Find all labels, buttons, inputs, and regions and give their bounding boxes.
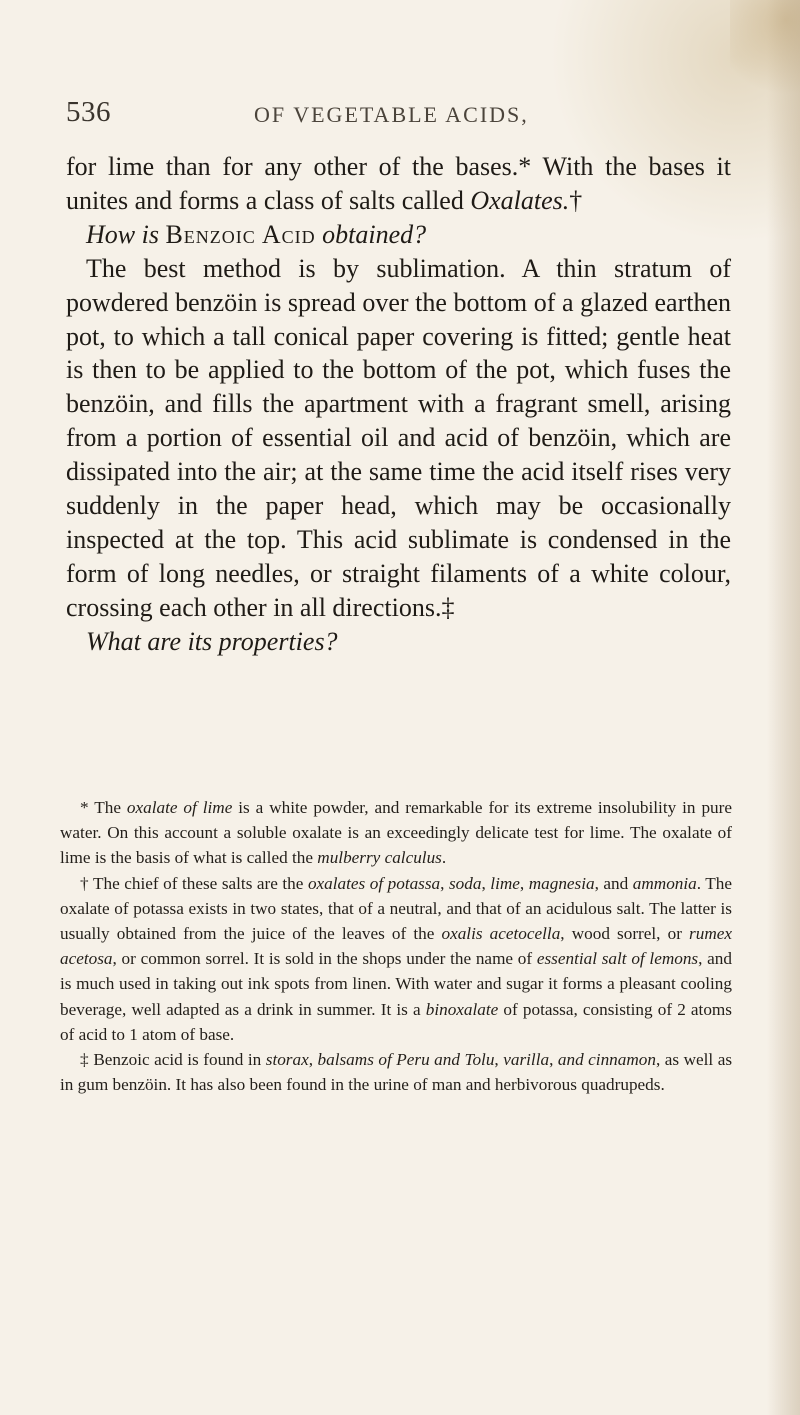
question-properties: What are its properties? (86, 626, 338, 656)
running-head: OF VEGETABLE ACIDS, (254, 102, 529, 127)
footnote-marker-asterisk: * (518, 152, 532, 181)
oxalates-term: Oxalates. (470, 185, 570, 215)
main-text (66, 150, 731, 659)
footnote-double-dagger: ‡ Benzoic acid is found in storax, balsams of Peru and Tolu, varilla, and cinnamon, as well as in gum benzöin. It has also been found in the urine of man and herbivorous quadrupeds. (60, 1050, 733, 1095)
page-header (66, 96, 706, 136)
footnote-marker-double-dagger: ‡ (441, 592, 455, 622)
page-number: 536 (66, 96, 111, 128)
page-edge-shadow (766, 0, 800, 1415)
question-benzoic-acid: How is Benzoic Acid obtained? (86, 219, 427, 249)
footnotes (60, 795, 732, 1097)
opening-paragraph: for lime than for any other of the bases.* With the bases it unites and forms a class of salts called Oxalates.† (66, 152, 731, 215)
benzoic-acid-term: Benzoic Acid (165, 219, 316, 249)
footnote-dagger: † The chief of these salts are the oxalates of potassa, soda, lime, magnesia, and ammonia. The oxalate of potassa exists in two states, that of a neutral, and that of an acidulous salt. The latter is usually obtained from the juice of the leaves of the oxalis acetocella, wood sorrel, or rumex acetosa, or common sorrel. It is sold in the shops under the name of essential salt of lemons, and is much used in taking out ink spots from linen. With water and sugar it forms a pleasant cooling beverage, well adapted as a drink in summer. It is a binoxalate of potassa, consisting of 2 atoms of acid to 1 atom of base. (60, 873, 732, 1044)
answer-benzoic-acid: The best method is by sublimation. A thin stratum of powdered benzöin is spread over the bottom of a glazed earthen pot, to which a tall conical paper covering is fitted; gentle heat is then to be applied to the bottom of the pot, which fuses the benzöin, and fills the apartment with a fragrant smell, arising from a portion of essential oil and acid of benzöin, which are dissipated into the air; at the same time the acid itself rises very suddenly in the paper head, which may be occasionally inspected at the top. This acid sublimate is condensed in the form of long needles, or straight filaments of a white colour, crossing each other in all directions.‡ (66, 253, 731, 622)
footnote-marker-dagger: † (569, 185, 583, 215)
footnote-asterisk: * The oxalate of lime is a white powder, and remarkable for its extreme insolubility in pure water. On this account a soluble oxalate is an exceedingly delicate test for lime. The oxalate of lime is the basis of what is called the mulberry calculus. (60, 798, 732, 868)
